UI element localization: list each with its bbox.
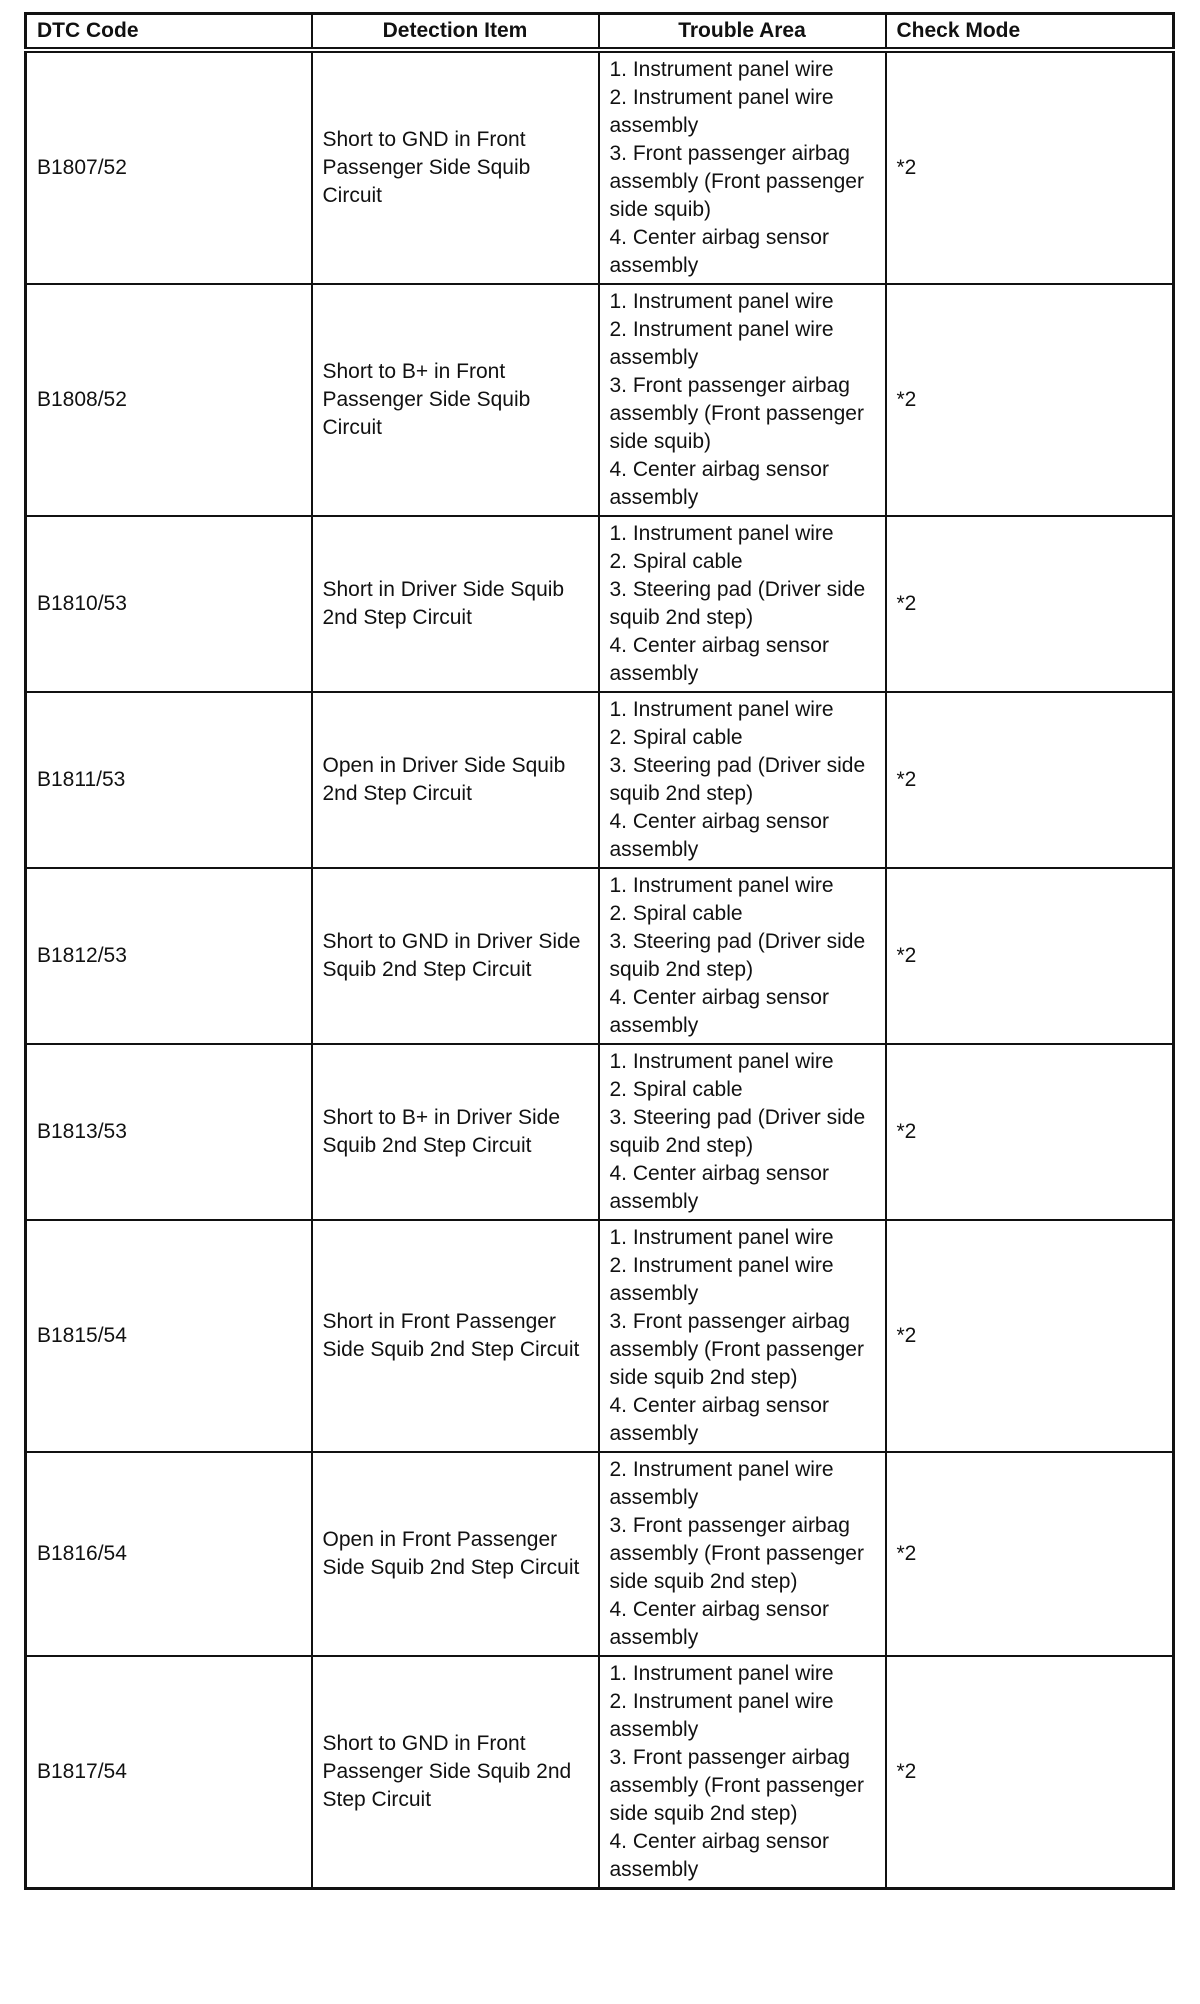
trouble-area-item: 2. Instrument panel wire assembly bbox=[609, 1254, 834, 1305]
trouble-area-item: 2. Instrument panel wire assembly bbox=[609, 1458, 834, 1509]
trouble-area-item: 1. Instrument panel wire bbox=[609, 58, 834, 81]
detection-item-cell: Short to GND in Front Passenger Side Squib Circuit bbox=[312, 50, 599, 284]
table-row bbox=[26, 692, 1174, 868]
table-row bbox=[26, 1656, 1174, 1889]
dtc-code-cell: B1811/53 bbox=[26, 692, 312, 868]
trouble-area-cell bbox=[599, 1044, 886, 1220]
dtc-code-cell: B1816/54 bbox=[26, 1452, 312, 1656]
trouble-area-item: 3. Front passenger airbag assembly (Front passenger side squib 2nd step) bbox=[609, 1514, 864, 1593]
dtc-code-cell: B1810/53 bbox=[26, 516, 312, 692]
trouble-area-item: 4. Center airbag sensor assembly bbox=[609, 226, 829, 277]
trouble-area-item: 4. Center airbag sensor assembly bbox=[609, 810, 829, 861]
trouble-area-item: 4. Center airbag sensor assembly bbox=[609, 1598, 829, 1649]
trouble-area-item: 4. Center airbag sensor assembly bbox=[609, 458, 829, 509]
trouble-area-item: 3. Front passenger airbag assembly (Front passenger side squib 2nd step) bbox=[609, 1746, 864, 1825]
trouble-area-cell bbox=[599, 868, 886, 1044]
trouble-area-item: 2. Instrument panel wire assembly bbox=[609, 318, 834, 369]
trouble-area-item: 1. Instrument panel wire bbox=[609, 874, 834, 897]
table-row bbox=[26, 1044, 1174, 1220]
dtc-code-cell: B1813/53 bbox=[26, 1044, 312, 1220]
trouble-area-item: 3. Front passenger airbag assembly (Front passenger side squib 2nd step) bbox=[609, 1310, 864, 1389]
dtc-code-cell: B1817/54 bbox=[26, 1656, 312, 1889]
check-mode-cell: *2 bbox=[886, 1656, 1174, 1889]
trouble-area-item: 3. Front passenger airbag assembly (Front passenger side squib) bbox=[609, 374, 864, 453]
detection-item-cell: Short in Driver Side Squib 2nd Step Circuit bbox=[312, 516, 599, 692]
trouble-area-item: 3. Steering pad (Driver side squib 2nd step) bbox=[609, 930, 866, 981]
check-mode-cell: *2 bbox=[886, 1220, 1174, 1452]
check-mode-cell: *2 bbox=[886, 1044, 1174, 1220]
trouble-area-item: 1. Instrument panel wire bbox=[609, 1226, 834, 1249]
trouble-area-item: 4. Center airbag sensor assembly bbox=[609, 986, 829, 1037]
trouble-area-item: 2. Spiral cable bbox=[609, 1078, 743, 1101]
trouble-area-item: 4. Center airbag sensor assembly bbox=[609, 634, 829, 685]
check-mode-cell: *2 bbox=[886, 50, 1174, 284]
detection-item-cell: Short to B+ in Front Passenger Side Squib Circuit bbox=[312, 284, 599, 516]
trouble-area-item: 2. Spiral cable bbox=[609, 550, 743, 573]
trouble-area-item: 1. Instrument panel wire bbox=[609, 1662, 834, 1685]
detection-item-cell: Short to GND in Front Passenger Side Squib 2nd Step Circuit bbox=[312, 1656, 599, 1889]
trouble-area-cell bbox=[599, 516, 886, 692]
trouble-area-item: 3. Front passenger airbag assembly (Front passenger side squib) bbox=[609, 142, 864, 221]
table-row bbox=[26, 1452, 1174, 1656]
dtc-table bbox=[24, 12, 1175, 1890]
trouble-area-item: 1. Instrument panel wire bbox=[609, 1050, 834, 1073]
trouble-area-item: 3. Steering pad (Driver side squib 2nd step) bbox=[609, 1106, 866, 1157]
trouble-area-cell bbox=[599, 1656, 886, 1889]
trouble-area-item: 3. Steering pad (Driver side squib 2nd step) bbox=[609, 754, 866, 805]
detection-item-cell: Open in Front Passenger Side Squib 2nd Step Circuit bbox=[312, 1452, 599, 1656]
detection-item-cell: Open in Driver Side Squib 2nd Step Circuit bbox=[312, 692, 599, 868]
detection-item-cell: Short to GND in Driver Side Squib 2nd Step Circuit bbox=[312, 868, 599, 1044]
trouble-area-item: 4. Center airbag sensor assembly bbox=[609, 1162, 829, 1213]
trouble-area-item: 2. Spiral cable bbox=[609, 902, 743, 925]
dtc-code-cell: B1808/52 bbox=[26, 284, 312, 516]
trouble-area-cell bbox=[599, 1220, 886, 1452]
trouble-area-item: 2. Instrument panel wire assembly bbox=[609, 86, 834, 137]
check-mode-cell: *2 bbox=[886, 284, 1174, 516]
trouble-area-item: 1. Instrument panel wire bbox=[609, 522, 834, 545]
table-row bbox=[26, 284, 1174, 516]
header-detection-item: Detection Item bbox=[312, 14, 599, 51]
table-row bbox=[26, 868, 1174, 1044]
detection-item-cell: Short to B+ in Driver Side Squib 2nd Step Circuit bbox=[312, 1044, 599, 1220]
trouble-area-item: 3. Steering pad (Driver side squib 2nd step) bbox=[609, 578, 866, 629]
check-mode-cell: *2 bbox=[886, 1452, 1174, 1656]
trouble-area-cell bbox=[599, 1452, 886, 1656]
detection-item-cell: Short in Front Passenger Side Squib 2nd Step Circuit bbox=[312, 1220, 599, 1452]
trouble-area-cell bbox=[599, 50, 886, 284]
table-row bbox=[26, 516, 1174, 692]
header-row bbox=[26, 14, 1174, 51]
header-dtc-code: DTC Code bbox=[26, 14, 312, 51]
trouble-area-item: 1. Instrument panel wire bbox=[609, 290, 834, 313]
trouble-area-item: 4. Center airbag sensor assembly bbox=[609, 1830, 829, 1881]
dtc-code-cell: B1815/54 bbox=[26, 1220, 312, 1452]
check-mode-cell: *2 bbox=[886, 516, 1174, 692]
dtc-code-cell: B1812/53 bbox=[26, 868, 312, 1044]
trouble-area-item: 2. Spiral cable bbox=[609, 726, 743, 749]
table-row bbox=[26, 1220, 1174, 1452]
trouble-area-item: 2. Instrument panel wire assembly bbox=[609, 1690, 834, 1741]
trouble-area-cell bbox=[599, 692, 886, 868]
table-row bbox=[26, 50, 1174, 284]
header-check-mode: Check Mode bbox=[886, 14, 1174, 51]
dtc-code-cell: B1807/52 bbox=[26, 50, 312, 284]
trouble-area-item: 1. Instrument panel wire bbox=[609, 698, 834, 721]
table-body bbox=[26, 50, 1174, 1889]
trouble-area-cell bbox=[599, 284, 886, 516]
trouble-area-item: 4. Center airbag sensor assembly bbox=[609, 1394, 829, 1445]
header-trouble-area: Trouble Area bbox=[599, 14, 886, 51]
check-mode-cell: *2 bbox=[886, 868, 1174, 1044]
check-mode-cell: *2 bbox=[886, 692, 1174, 868]
